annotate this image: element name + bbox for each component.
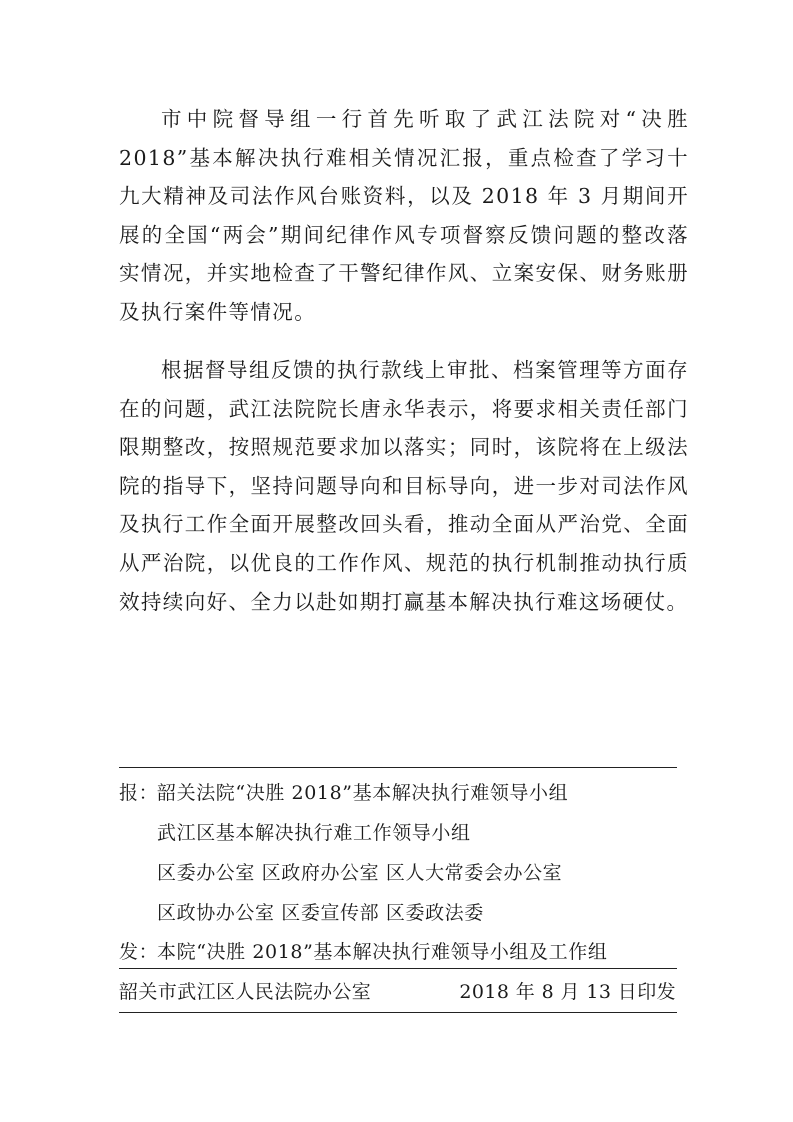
issue-date: 2018 年 8 月 13 日印发 [459,981,676,1003]
body-paragraph-1: 市中院督导组一行首先听取了武江法院对“决胜 2018”基本解决执行难相关情况汇报，重点检查了学习十九大精神及司法作风台账资料，以及 2018 年 3 月期间开展的全国“两会”期间纪律作风专项督察反馈问题的整改落实情况，并实地检查了干警纪律作风、立案安保、财务账册及执行案件等情况。 [119,107,689,324]
send-label: 发： [119,941,159,963]
report-recipient-4: 区政协办公室 区委宣传部 区委政法委 [157,902,484,924]
distribution-top-rule [119,767,677,768]
body-paragraph-2: 根据督导组反馈的执行款线上审批、档案管理等方面存在的问题，武江法院院长唐永华表示，将要求相关责任部门限期整改，按照规范要求加以落实；同时，该院将在上级法院的指导下，坚持问题导向和目标导向，进一步对司法作风及执行工作全面开展整改回头看，推动全面从严治党、全面从严治院，以优良的工作作风、规范的执行机制推动执行质效持续向好、全力以赴如期打赢基本解决执行难这场硬仗。 [119,358,689,614]
send-line [119,940,607,964]
issuing-office: 韶关市武江区人民法院办公室 [119,981,372,1003]
send-recipient: 本院“决胜 2018”基本解决执行难领导小组及工作组 [157,941,608,963]
report-recipient-2: 武江区基本解决执行难工作领导小组 [157,822,471,844]
report-line-1 [119,781,568,805]
report-recipient-3: 区委办公室 区政府办公室 区人大常委会办公室 [157,862,563,884]
report-label: 报： [119,782,159,804]
report-recipient-1: 韶关法院“决胜 2018”基本解决执行难领导小组 [157,782,569,804]
footer-bottom-rule [119,1012,677,1013]
footer-top-rule [119,968,677,969]
